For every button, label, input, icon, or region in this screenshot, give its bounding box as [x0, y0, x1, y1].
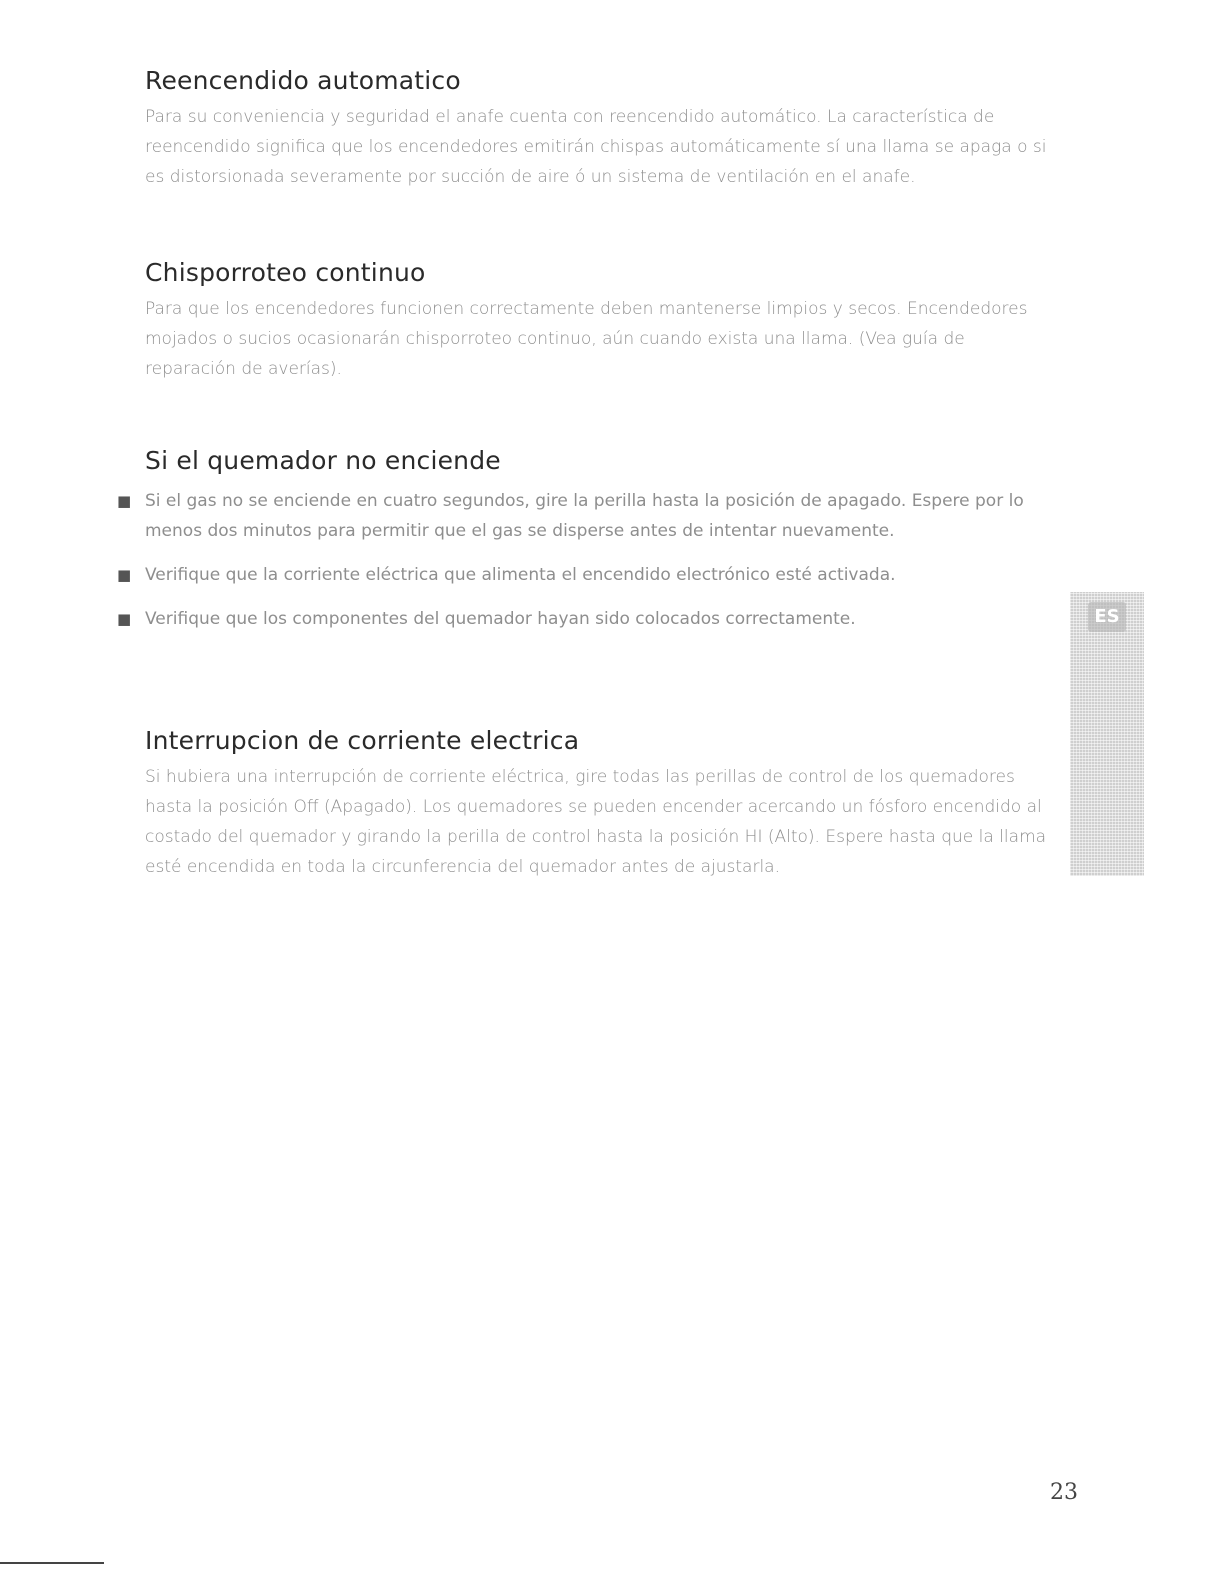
- section-quemador-no-enciende: [117, 446, 1050, 648]
- language-side-tab: [1070, 592, 1144, 876]
- section-body: Para su conveniencia y seguridad el anafe cuenta con reencendido automático. La característica de reencendido significa que los encendedores emitirán chispas automáticamente sí una llama se apaga o si es distorsionada severamente por succión de aire ó un sistema de ventilación en el anafe.: [145, 107, 1047, 187]
- section-heading: Chisporroteo continuo: [145, 258, 426, 287]
- section-heading: Interrupcion de corriente electrica: [145, 726, 580, 755]
- section-body: Si hubiera una interrupción de corriente eléctrica, gire todas las perillas de control de los quemadores hasta la posición Off (Apagado). Los quemadores se pueden encender acercando un fósforo encendido al costado del quemador y girando la perilla de control hasta la posición HI (Alto). Espere hasta que la llama esté encendida en toda la circunferencia del quemador antes de ajustarla.: [145, 767, 1047, 877]
- list-item: [117, 486, 1050, 546]
- section-heading: Si el quemador no enciende: [145, 446, 501, 475]
- section-heading: Reencendido automatico: [145, 66, 461, 95]
- section-body: Para que los encendedores funcionen correctamente deben mantenerse limpios y secos. Encendedores mojados o sucios ocasionarán chisporroteo continuo, aún cuando exista una llama. (Vea guía de reparación de averías).: [145, 299, 1028, 379]
- bullet-list: [117, 486, 1050, 634]
- list-item-text: Si el gas no se enciende en cuatro segundos, gire la perilla hasta la posición de apagado. Espere por lo menos dos minutos para permitir que el gas se disperse antes de intentar nuevamente.: [145, 491, 1024, 541]
- list-item-text: Verifique que los componentes del quemador hayan sido colocados correctamente.: [145, 609, 856, 629]
- bullet-icon: ■: [117, 610, 132, 628]
- section-interrupcion-corriente: [145, 726, 1050, 882]
- footer-divider: [0, 1562, 104, 1564]
- section-chisporroteo: [145, 258, 1050, 384]
- page-number: 23: [1050, 1480, 1078, 1505]
- list-item: [117, 560, 1050, 590]
- list-item: [117, 604, 1050, 634]
- section-reencendido: [145, 66, 1050, 192]
- language-tab-label: ES: [1088, 602, 1126, 632]
- bullet-icon: ■: [117, 492, 132, 510]
- list-item-text: Verifique que la corriente eléctrica que alimenta el encendido electrónico esté activada.: [145, 565, 896, 585]
- bullet-icon: ■: [117, 566, 132, 584]
